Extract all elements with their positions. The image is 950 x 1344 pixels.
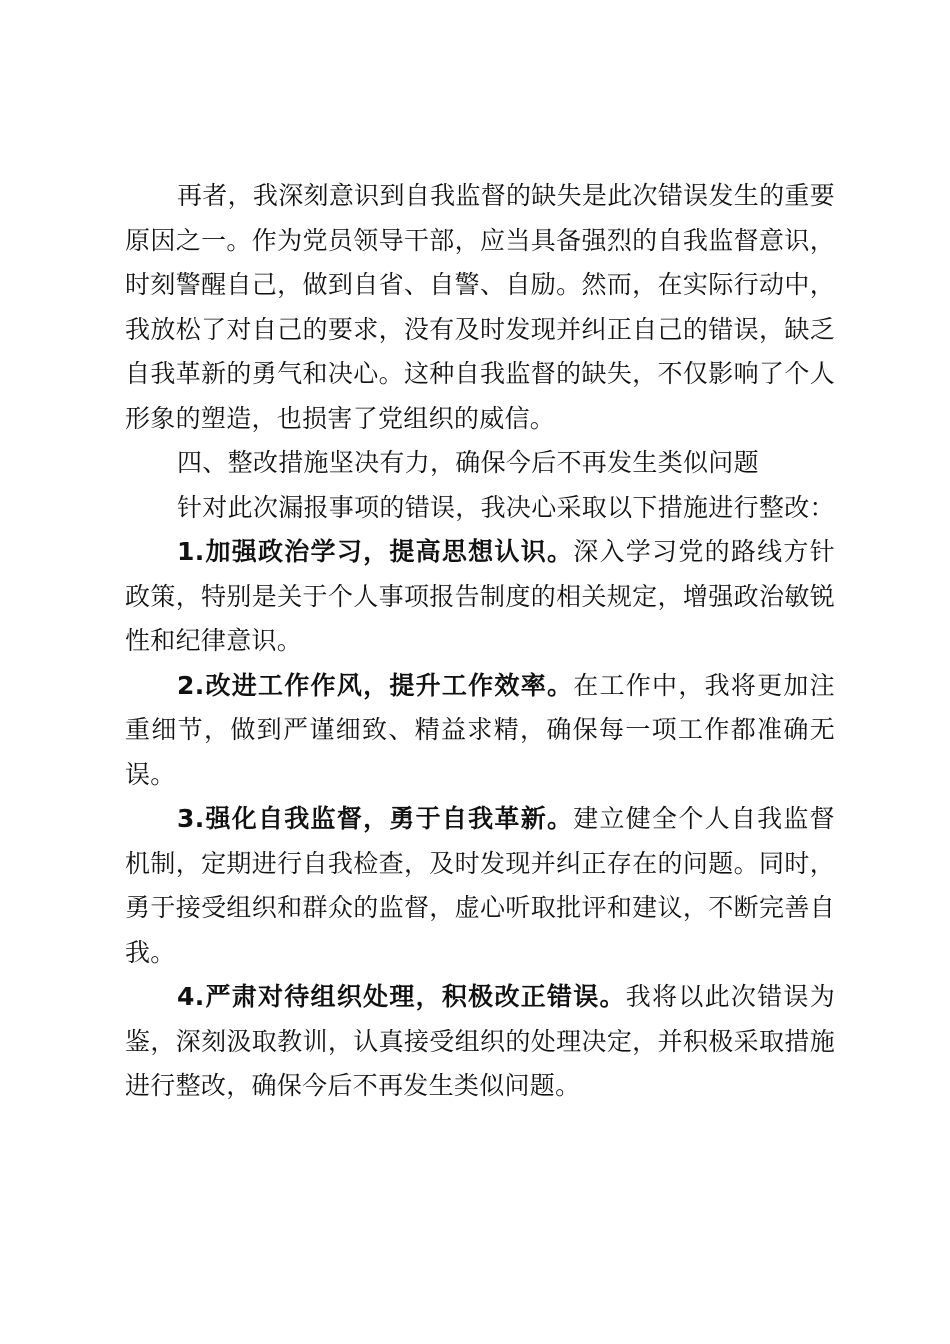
measure-text: 深入学习党的路线方针政策，特别是关于个人事项报告制度的相关规定，增强政治敏锐性和纪律意识。 bbox=[125, 537, 835, 655]
measure-text: 建立健全个人自我监督机制，定期进行自我检查，及时发现并纠正存在的问题。同时，勇于接受组织和群众的监督，虚心听取批评和建议，不断完善自我。 bbox=[125, 804, 835, 967]
measure-item-1 bbox=[125, 530, 835, 664]
measure-text: 在工作中，我将更加注重细节，做到严谨细致、精益求精，确保每一项工作都准确无误。 bbox=[125, 670, 835, 789]
measure-title: 3.强化自我监督，勇于自我革新。 bbox=[177, 804, 574, 833]
paragraph-text: 再者，我深刻意识到自我监督的缺失是此次错误发生的重要原因之一。作为党员领导干部，应当具备强烈的自我监督意识，时刻警醒自己，做到自省、自警、自励。然而，在实际行动中，我放松了对自己的要求，没有及时发现并纠正自己的错误，缺乏自我革新的勇气和决心。这种自我监督的缺失，不仅影响了个人形象的塑造，也损害了党组织的威信。 bbox=[125, 181, 835, 433]
paragraph-self-supervision bbox=[125, 174, 835, 441]
measure-title: 4.严肃对待组织处理，积极改正错误。 bbox=[177, 982, 626, 1011]
measure-title: 2.改进工作作风，提升工作效率。 bbox=[177, 670, 574, 700]
paragraph-text: 四、整改措施坚决有力，确保今后不再发生类似问题 bbox=[177, 448, 759, 477]
measure-item-4 bbox=[125, 975, 835, 1109]
measure-item-3 bbox=[125, 797, 835, 975]
document-body bbox=[125, 174, 835, 1109]
measure-text: 我将以此次错误为鉴，深刻汲取教训，认真接受组织的处理决定，并积极采取措施进行整改，确保今后不再发生类似问题。 bbox=[125, 982, 835, 1100]
section-heading-rectification bbox=[125, 441, 835, 486]
measure-title: 1.加强政治学习，提高思想认识。 bbox=[177, 537, 574, 566]
paragraph-intro-measures bbox=[125, 486, 835, 531]
measure-item-2 bbox=[125, 664, 835, 798]
paragraph-text: 针对此次漏报事项的错误，我决心采取以下措施进行整改： bbox=[177, 492, 835, 522]
